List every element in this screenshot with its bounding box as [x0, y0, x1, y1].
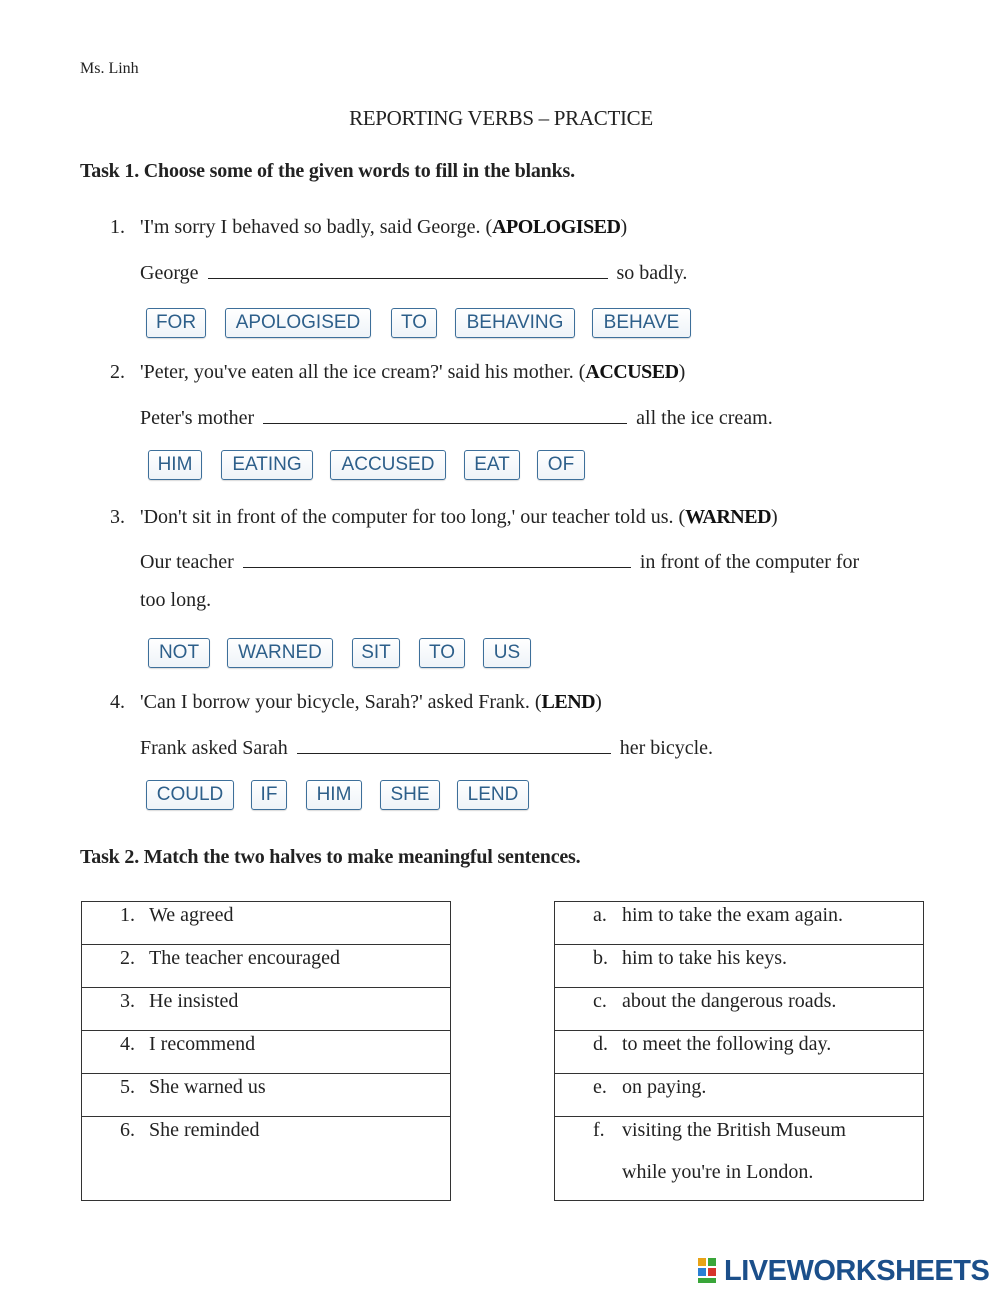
answer-blank[interactable]: [208, 258, 608, 279]
answer-line-continued: too long.: [140, 589, 212, 611]
keyword: LEND: [541, 691, 596, 713]
task2-heading: Task 2. Match the two halves to make meaningful sentences.: [80, 846, 581, 868]
answer-line: George so badly.: [140, 258, 687, 285]
task1-heading: Task 1. Choose some of the given words to fill in the blanks.: [80, 160, 575, 182]
word-chip[interactable]: SIT: [352, 638, 400, 668]
table-row[interactable]: b. him to take his keys.: [593, 947, 787, 969]
match-table-left: [81, 901, 451, 1201]
page-title: REPORTING VERBS – PRACTICE: [349, 106, 653, 130]
question-number: 4.: [110, 691, 125, 713]
answer-line: Our teacher in front of the computer for: [140, 547, 859, 574]
logo-blocks-icon: [698, 1258, 720, 1284]
question-prompt: 'Peter, you've eaten all the ice cream?' said his mother. (ACCUSED): [140, 361, 686, 383]
answer-blank[interactable]: [263, 403, 627, 424]
word-chip[interactable]: NOT: [148, 638, 210, 668]
word-chip[interactable]: US: [483, 638, 531, 668]
table-row[interactable]: 5. She warned us: [120, 1076, 266, 1098]
question-prompt: 'Don't sit in front of the computer for too long,' our teacher told us. (WARNED): [140, 506, 778, 528]
answer-line: Frank asked Sarah her bicycle.: [140, 733, 713, 760]
word-chip[interactable]: HIM: [148, 450, 202, 480]
table-row[interactable]: e. on paying.: [593, 1076, 707, 1098]
word-chip[interactable]: HIM: [306, 780, 362, 810]
author-name: Ms. Linh: [80, 60, 139, 77]
table-row[interactable]: d. to meet the following day.: [593, 1033, 832, 1055]
answer-blank[interactable]: [297, 733, 611, 754]
word-chip[interactable]: OF: [537, 450, 585, 480]
table-row[interactable]: c. about the dangerous roads.: [593, 990, 837, 1012]
table-row[interactable]: 4. I recommend: [120, 1033, 256, 1055]
logo-text: LIVEWORKSHEETS: [724, 1254, 990, 1287]
table-row[interactable]: 3. He insisted: [120, 990, 239, 1012]
word-chip[interactable]: WARNED: [227, 638, 333, 668]
table-row[interactable]: 2. The teacher encouraged: [120, 947, 340, 969]
word-chip[interactable]: EAT: [464, 450, 520, 480]
word-chip[interactable]: APOLOGISED: [225, 308, 371, 338]
question-prompt: 'I'm sorry I behaved so badly, said George. (APOLOGISED): [140, 216, 628, 238]
answer-line: Peter's mother all the ice cream.: [140, 403, 773, 430]
match-table-right: [554, 901, 924, 1201]
word-chip[interactable]: FOR: [146, 308, 206, 338]
table-row[interactable]: 1. We agreed: [120, 904, 234, 926]
keyword: APOLOGISED: [492, 216, 621, 238]
word-chip[interactable]: BEHAVING: [455, 308, 575, 338]
liveworksheets-logo: [698, 1255, 989, 1287]
word-chip[interactable]: COULD: [146, 780, 234, 810]
word-chip[interactable]: EATING: [221, 450, 313, 480]
word-chip[interactable]: SHE: [380, 780, 440, 810]
question-number: 3.: [110, 506, 125, 528]
word-chip[interactable]: TO: [419, 638, 465, 668]
question-number: 1.: [110, 216, 125, 238]
word-chip[interactable]: BEHAVE: [592, 308, 691, 338]
keyword: ACCUSED: [585, 361, 679, 383]
word-chip[interactable]: ACCUSED: [330, 450, 446, 480]
keyword: WARNED: [685, 506, 772, 528]
word-chip[interactable]: IF: [251, 780, 287, 810]
word-chip[interactable]: TO: [391, 308, 437, 338]
word-chip[interactable]: LEND: [457, 780, 529, 810]
question-number: 2.: [110, 361, 125, 383]
table-row[interactable]: f. visiting the British Museum while you're in London.: [593, 1119, 846, 1183]
answer-blank[interactable]: [243, 547, 631, 568]
table-row[interactable]: 6. She reminded: [120, 1119, 260, 1141]
table-row[interactable]: a. him to take the exam again.: [593, 904, 844, 926]
question-prompt: 'Can I borrow your bicycle, Sarah?' asked Frank. (LEND): [140, 691, 602, 713]
